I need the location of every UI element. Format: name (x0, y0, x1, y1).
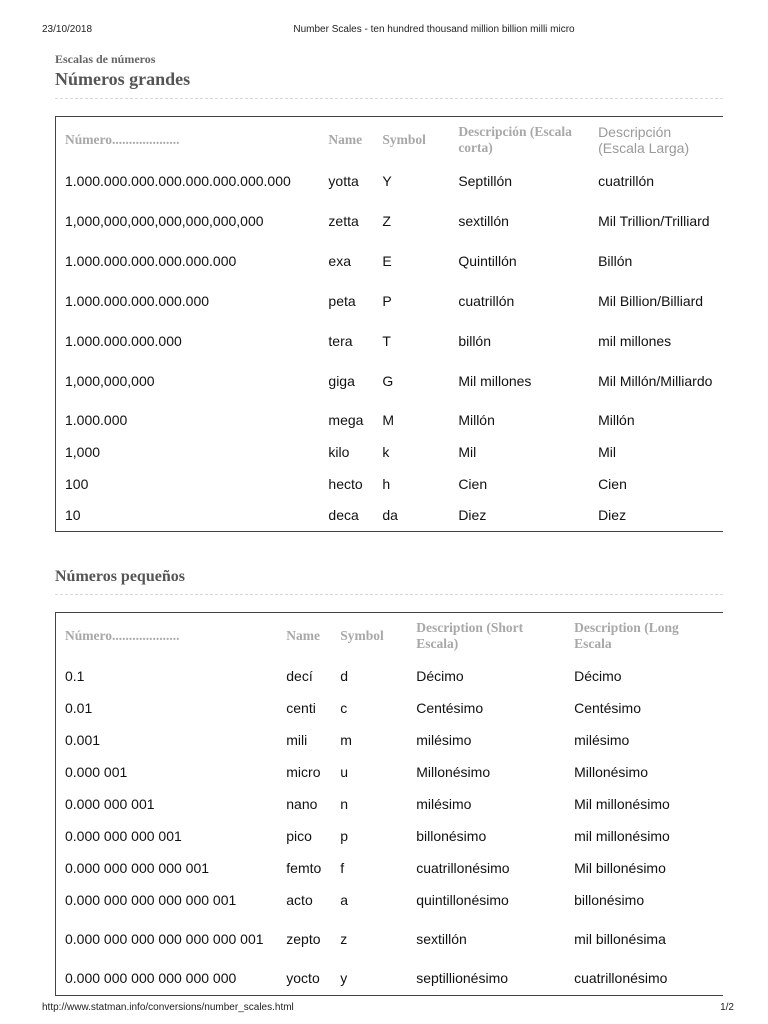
number-cell: 0.1 (56, 660, 278, 692)
name-cell: pico (286, 827, 312, 844)
name-cell: yotta (328, 172, 359, 189)
symbol-cell: a (340, 891, 349, 908)
symbol-cell: h (382, 475, 391, 492)
name-cell: decí (286, 667, 313, 684)
page-content (55, 52, 723, 996)
table-row (56, 164, 724, 198)
small-numbers-table (55, 612, 723, 996)
short-scale-cell: Décimo (416, 667, 464, 684)
number-cell: 0.000 000 000 001 (56, 820, 278, 852)
long-scale-cell: Millonésimo (574, 763, 648, 780)
small-numbers-title: Números pequeños (55, 568, 185, 585)
number-cell: 0.000 000 000 000 001 (56, 852, 278, 884)
symbol-cell: c (340, 699, 348, 716)
symbol-cell: u (340, 763, 349, 780)
table-row (56, 436, 724, 468)
symbol-cell: da (373, 500, 449, 532)
table-row (56, 358, 724, 404)
symbol-cell: y (331, 962, 407, 996)
name-cell: zetta (328, 212, 359, 229)
number-cell: 1.000.000 (56, 404, 320, 436)
table-row (56, 500, 724, 532)
short-scale-cell: milésimo (416, 795, 472, 812)
table-row (56, 852, 724, 884)
small-header-symbol: Symbol (331, 613, 407, 660)
number-cell: 1,000,000,000,000,000,000,000 (56, 198, 320, 244)
symbol-cell: G (382, 372, 394, 389)
table-row (56, 916, 724, 962)
symbol-cell: T (382, 332, 391, 349)
large-header-number: Número.................... (56, 117, 320, 164)
short-scale-cell: Mil millones (458, 372, 532, 389)
symbol-cell: n (340, 795, 349, 812)
name-cell: micro (286, 763, 321, 780)
table-row (56, 278, 724, 324)
long-scale-cell: Mil (598, 443, 616, 460)
long-scale-cell: Mil millonésimo (574, 795, 670, 812)
long-scale-cell: Centésimo (574, 699, 641, 716)
large-header-name: Name (319, 117, 373, 164)
long-scale-cell: Cien (598, 475, 627, 492)
number-cell: 0.001 (56, 724, 278, 756)
number-cell: 0.000 000 001 (56, 788, 278, 820)
symbol-cell: d (340, 667, 349, 684)
number-cell: 10 (56, 500, 320, 532)
print-title: Number Scales - ten hundred thousand million billion milli micro (293, 24, 575, 35)
large-numbers-title: Números grandes (55, 69, 191, 89)
long-scale-cell: cuatrillonésimo (565, 962, 723, 996)
short-scale-cell: septillionésimo (407, 962, 565, 996)
name-cell: centi (286, 699, 316, 716)
large-header-long: Descripción (Escala Larga) (589, 117, 723, 164)
symbol-cell: Z (382, 212, 391, 229)
divider (55, 98, 723, 99)
large-numbers-table (55, 116, 723, 532)
small-header-row (56, 613, 724, 660)
name-cell: mega (328, 411, 364, 428)
source-url: http://www.statman.info/conversions/number_scales.html (42, 1002, 294, 1013)
large-header-short: Descripción (Escala corta) (449, 117, 589, 164)
table-row (56, 962, 724, 996)
name-cell: femto (286, 859, 322, 876)
print-date: 23/10/2018 (42, 24, 93, 35)
name-cell: yocto (277, 962, 331, 996)
name-cell: mili (286, 731, 308, 748)
short-scale-cell: milésimo (416, 731, 472, 748)
small-header-number: Número.................... (56, 613, 278, 660)
number-cell: 100 (56, 468, 320, 500)
symbol-cell: m (340, 731, 352, 748)
number-cell: 1.000.000.000.000 (56, 324, 320, 358)
print-footer (0, 1002, 768, 1016)
large-header-symbol: Symbol (373, 117, 449, 164)
long-scale-cell: billonésimo (574, 891, 645, 908)
short-scale-cell: cuatrillonésimo (416, 859, 510, 876)
long-scale-cell: mil millonésimo (574, 827, 670, 844)
table-row (56, 884, 724, 916)
table-row (56, 820, 724, 852)
long-scale-cell: Mil Trillion/Trilliard (598, 212, 710, 229)
name-cell: deca (319, 500, 373, 532)
short-scale-cell: Quintillón (458, 252, 517, 269)
short-scale-cell: billón (458, 332, 492, 349)
divider (55, 594, 723, 595)
number-cell: 1.000.000.000.000.000 (56, 278, 320, 324)
long-scale-cell: mil billonésima (574, 930, 666, 947)
symbol-cell: k (382, 443, 390, 460)
large-header-row (56, 117, 724, 164)
name-cell: giga (328, 372, 355, 389)
number-cell: 0.000 000 000 000 000 000 001 (56, 916, 278, 962)
long-scale-cell: Billón (598, 252, 633, 269)
name-cell: nano (286, 795, 318, 812)
number-cell: 0.01 (56, 692, 278, 724)
short-scale-cell: sextillón (458, 212, 509, 229)
short-scale-cell: Centésimo (416, 699, 484, 716)
table-row (56, 404, 724, 436)
short-scale-cell: Septillón (458, 172, 513, 189)
long-scale-cell: Millón (598, 411, 635, 428)
number-cell: 1,000,000,000 (56, 358, 320, 404)
number-cell: 1.000.000.000.000.000.000.000.000 (56, 164, 320, 198)
small-header-name: Name (277, 613, 331, 660)
long-scale-cell: Mil Billion/Billiard (598, 292, 704, 309)
section-top-label: Escalas de números (55, 52, 156, 66)
long-scale-cell: Diez (589, 500, 723, 532)
long-scale-cell: Mil billonésimo (574, 859, 666, 876)
name-cell: hecto (328, 475, 363, 492)
short-scale-cell: Diez (449, 500, 589, 532)
number-cell: 1.000.000.000.000.000.000 (56, 244, 320, 278)
table-row (56, 788, 724, 820)
table-row (56, 724, 724, 756)
short-scale-cell: Mil (458, 443, 477, 460)
small-header-long: Description (Long Escala (565, 613, 723, 660)
long-scale-cell: Décimo (574, 667, 622, 684)
long-scale-cell: cuatrillón (598, 172, 655, 189)
symbol-cell: p (340, 827, 349, 844)
short-scale-cell: Millón (458, 411, 495, 428)
name-cell: acto (286, 891, 313, 908)
symbol-cell: z (340, 930, 348, 947)
name-cell: kilo (328, 443, 350, 460)
number-cell: 1,000 (56, 436, 320, 468)
table-row (56, 660, 724, 692)
page-number: 1/2 (720, 1002, 734, 1013)
symbol-cell: f (340, 859, 345, 876)
long-scale-cell: mil millones (598, 332, 672, 349)
long-scale-cell: milésimo (574, 731, 630, 748)
name-cell: zepto (286, 930, 321, 947)
short-scale-cell: Millonésimo (416, 763, 491, 780)
short-scale-cell: Cien (458, 475, 488, 492)
number-cell: 0.000 000 000 000 000 001 (56, 884, 278, 916)
short-scale-cell: cuatrillón (458, 292, 515, 309)
symbol-cell: Y (382, 172, 392, 189)
small-header-short: Description (Short Escala) (407, 613, 565, 660)
short-scale-cell: sextillón (416, 930, 467, 947)
number-cell: 0.000 000 000 000 000 000 (56, 962, 278, 996)
table-row (56, 756, 724, 788)
table-row (56, 692, 724, 724)
long-scale-cell: Mil Millón/Milliardo (598, 372, 713, 389)
table-row (56, 244, 724, 278)
name-cell: exa (328, 252, 351, 269)
short-scale-cell: quintillonésimo (416, 891, 509, 908)
table-row (56, 468, 724, 500)
symbol-cell: P (382, 292, 392, 309)
number-cell: 0.000 001 (56, 756, 278, 788)
table-row (56, 198, 724, 244)
symbol-cell: E (382, 252, 392, 269)
symbol-cell: M (382, 411, 395, 428)
name-cell: tera (328, 332, 353, 349)
table-row (56, 324, 724, 358)
name-cell: peta (328, 292, 356, 309)
print-header (0, 24, 768, 38)
short-scale-cell: billonésimo (416, 827, 487, 844)
